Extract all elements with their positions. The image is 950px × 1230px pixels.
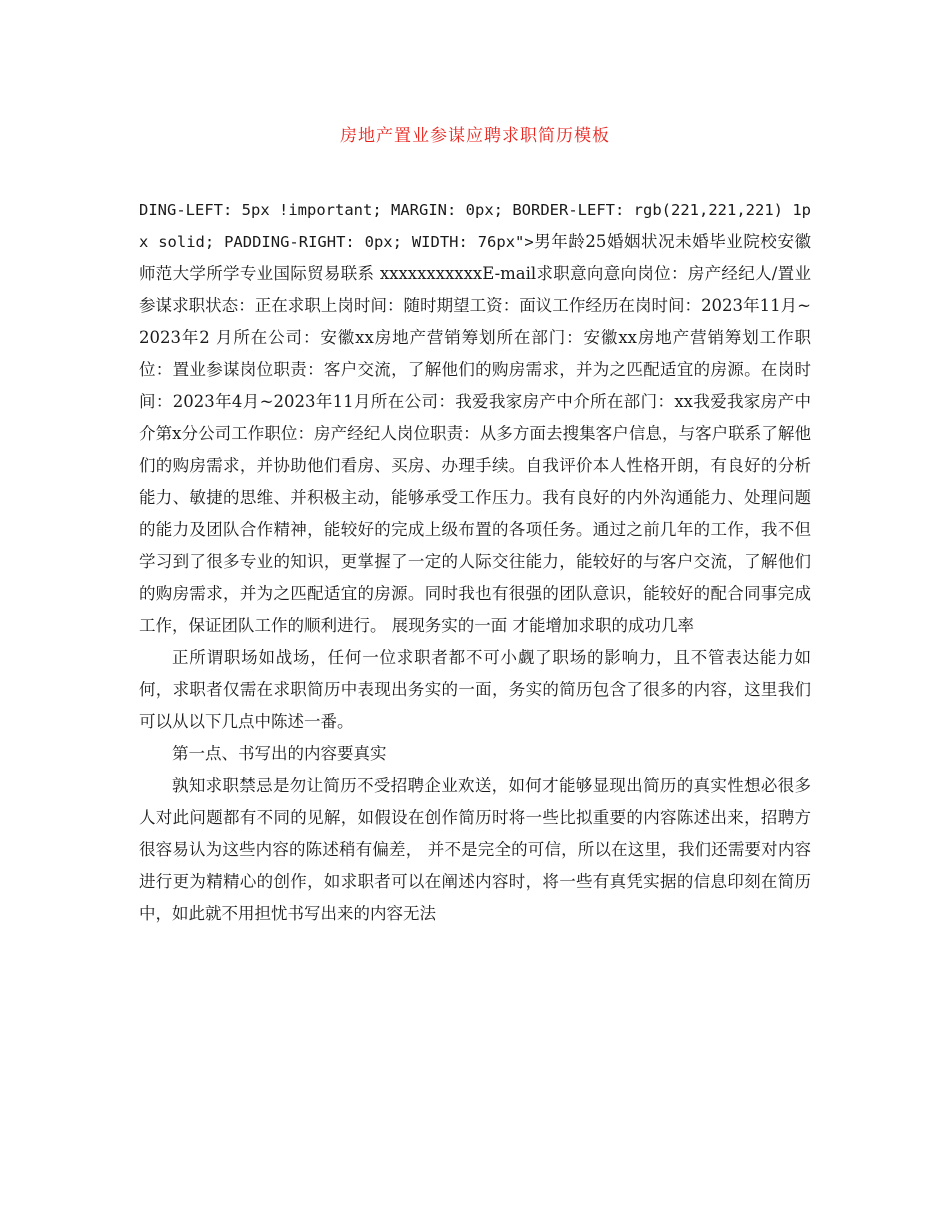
- paragraph-intro: 正所谓职场如战场，任何一位求职者都不可小觑了职场的影响力，且不管表达能力如何，求职者仅需在求职简历中表现出务实的一面，务实的简历包含了很多的内容，这里我们可以从以下几点中陈述一番。: [139, 648, 811, 731]
- leading-code-fragment: DING-LEFT: 5px !important; MARGIN: 0px; BORDER-LEFT: rgb(221,221,221) 1px solid; PADDING-RIGHT: 0px; WIDTH: 76px">: [139, 201, 811, 251]
- resume-details-text: 男年龄25婚姻状况未婚毕业院校安徽师范大学所学专业国际贸易联系 xxxxxxxxxxxE-mail求职意向意向岗位：房产经纪人/置业参谋求职状态：正在求职上岗时间：随时期望工资：面议工作经历在岗时间：2023年11月~2023年2 月所在公司：安徽xx房地产营销筹划所在部门：安徽xx房地产营销筹划工作职位：置业参谋岗位职责：客户交流，了解他们的购房需求，并为之匹配适宜的房源。在岗时间：2023年4月~2023年11月所在公司：我爱我家房产中介所在部门：xx我爱我家房产中介第x分公司工作职位：房产经纪人岗位职责：从多方面去搜集客户信息，与客户联系了解他们的购房需求，并协助他们看房、买房、办理手续。自我评价本人性格开朗，有良好的分析能力、敏捷的思维、并积极主动，能够承受工作压力。我有良好的内外沟通能力、处理问题的能力及团队合作精神，能较好的完成上级布置的各项任务。通过之前几年的工作，我不但学习到了很多专业的知识，更掌握了一定的人际交往能力，能较好的与客户交流，了解他们的购房需求，并为之匹配适宜的房源。同时我也有很强的团队意识，能较好的配合同事完成工作，保证团队工作的顺利进行。 展现务实的一面 才能增加求职的成功几率: [139, 232, 812, 635]
- document-body: [139, 194, 811, 930]
- paragraph-resume-details: [139, 194, 811, 642]
- paragraph-heading-point-one: 第一点、书写出的内容要真实: [172, 744, 387, 763]
- document-title: 房地产置业参谋应聘求职简历模板: [340, 126, 610, 146]
- paragraph-point-one-body: 孰知求职禁忌是勿让简历不受招聘企业欢送，如何才能够显现出简历的真实性想必很多人对此问题都有不同的见解，如假设在创作简历时将一些比拟重要的内容陈述出来，招聘方很容易认为这些内容的陈述稍有偏差， 并不是完全的可信，所以在这里，我们还需要对内容进行更为精精心的创作，如求职者可以在阐述内容时，将一些有真凭实据的信息印刻在简历中，如此就不用担忧书写出来的内容无法: [139, 776, 811, 923]
